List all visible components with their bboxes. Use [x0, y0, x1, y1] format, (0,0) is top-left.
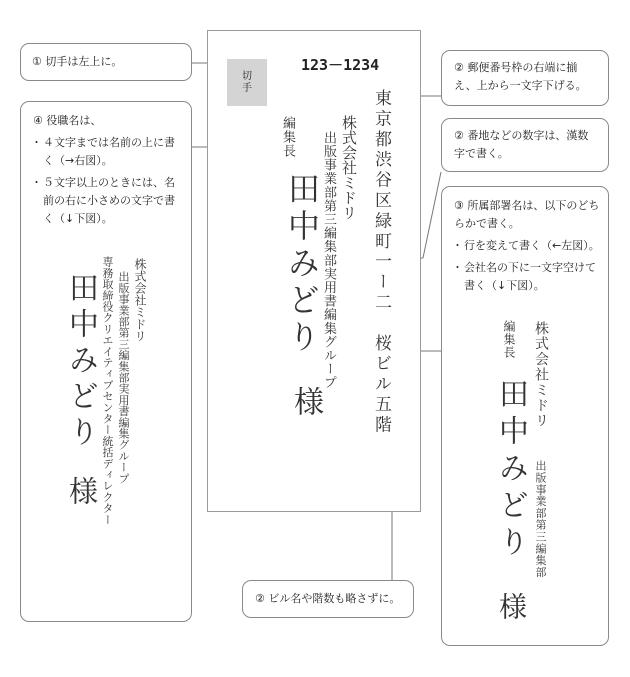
numbers-connector-d [423, 172, 441, 258]
title-rules-bullet-1: ・ ４文字までは名前の上に書く（→右図）。 [33, 134, 181, 170]
envelope-honorific: 様 [288, 386, 323, 416]
left-example-name: 田中みどり [63, 272, 98, 452]
right-example-title: 編集長 [502, 320, 516, 359]
title-rules-bullet-2: ・ ５文字以上のときには、名前の右に小さめの文字で書く（↓下図）。 [33, 174, 181, 228]
dept-rules-bullet-1: ・ 行を変えて書く（←左図）。 [454, 237, 600, 255]
note-building-text: ② ビル名や階数も略さずに。 [255, 592, 401, 605]
note-postal-text: ② 郵便番号枠の右端に揃え、上から一文字下げる。 [454, 61, 587, 92]
envelope-name: 田中みどり [283, 172, 321, 357]
stamp-box [227, 59, 267, 106]
stamp-label: 切手 [242, 70, 252, 94]
postal-code: 123－1234 [301, 56, 380, 74]
envelope-title: 編集長 [280, 116, 295, 158]
note-stamp-text: ① 切手は左上に。 [32, 55, 123, 68]
left-example-honorific: 様 [65, 476, 99, 505]
left-example-title: 専務取締役クリエイティブセンター統括ディレクター [101, 256, 114, 525]
right-example-department: 出版事業部第三編集部 [534, 460, 547, 578]
envelope-department: 出版事業部第三編集部実用書編集グループ [321, 131, 336, 390]
envelope-address: 東京都渋谷区緑町一ー二 桜ビル五階 [371, 89, 391, 436]
right-example-honorific: 様 [495, 592, 528, 620]
right-example-name: 田中みどり [493, 378, 528, 563]
title-rules-heading: ④ 役職名は、 [33, 114, 102, 127]
envelope-company: 株式会社ミドリ [340, 115, 358, 220]
note-numbers-text: ② 番地などの数字は、漢数字で書く。 [454, 129, 589, 160]
note-postal [441, 50, 609, 106]
left-example-department: 出版事業部第三編集部実用書編集グループ [117, 271, 130, 484]
note-stamp [20, 43, 192, 81]
right-example-company: 株式会社ミドリ [533, 321, 549, 429]
dept-rules-bullet-2: ・ 会社名の下に一文字空けて書く（↓下図）。 [454, 259, 600, 295]
note-building [242, 580, 414, 618]
left-example-company: 株式会社ミドリ [133, 258, 147, 342]
note-numbers [441, 118, 609, 172]
dept-rules-heading: ③ 所属部署名は、以下のどちらかで書く。 [454, 199, 600, 230]
